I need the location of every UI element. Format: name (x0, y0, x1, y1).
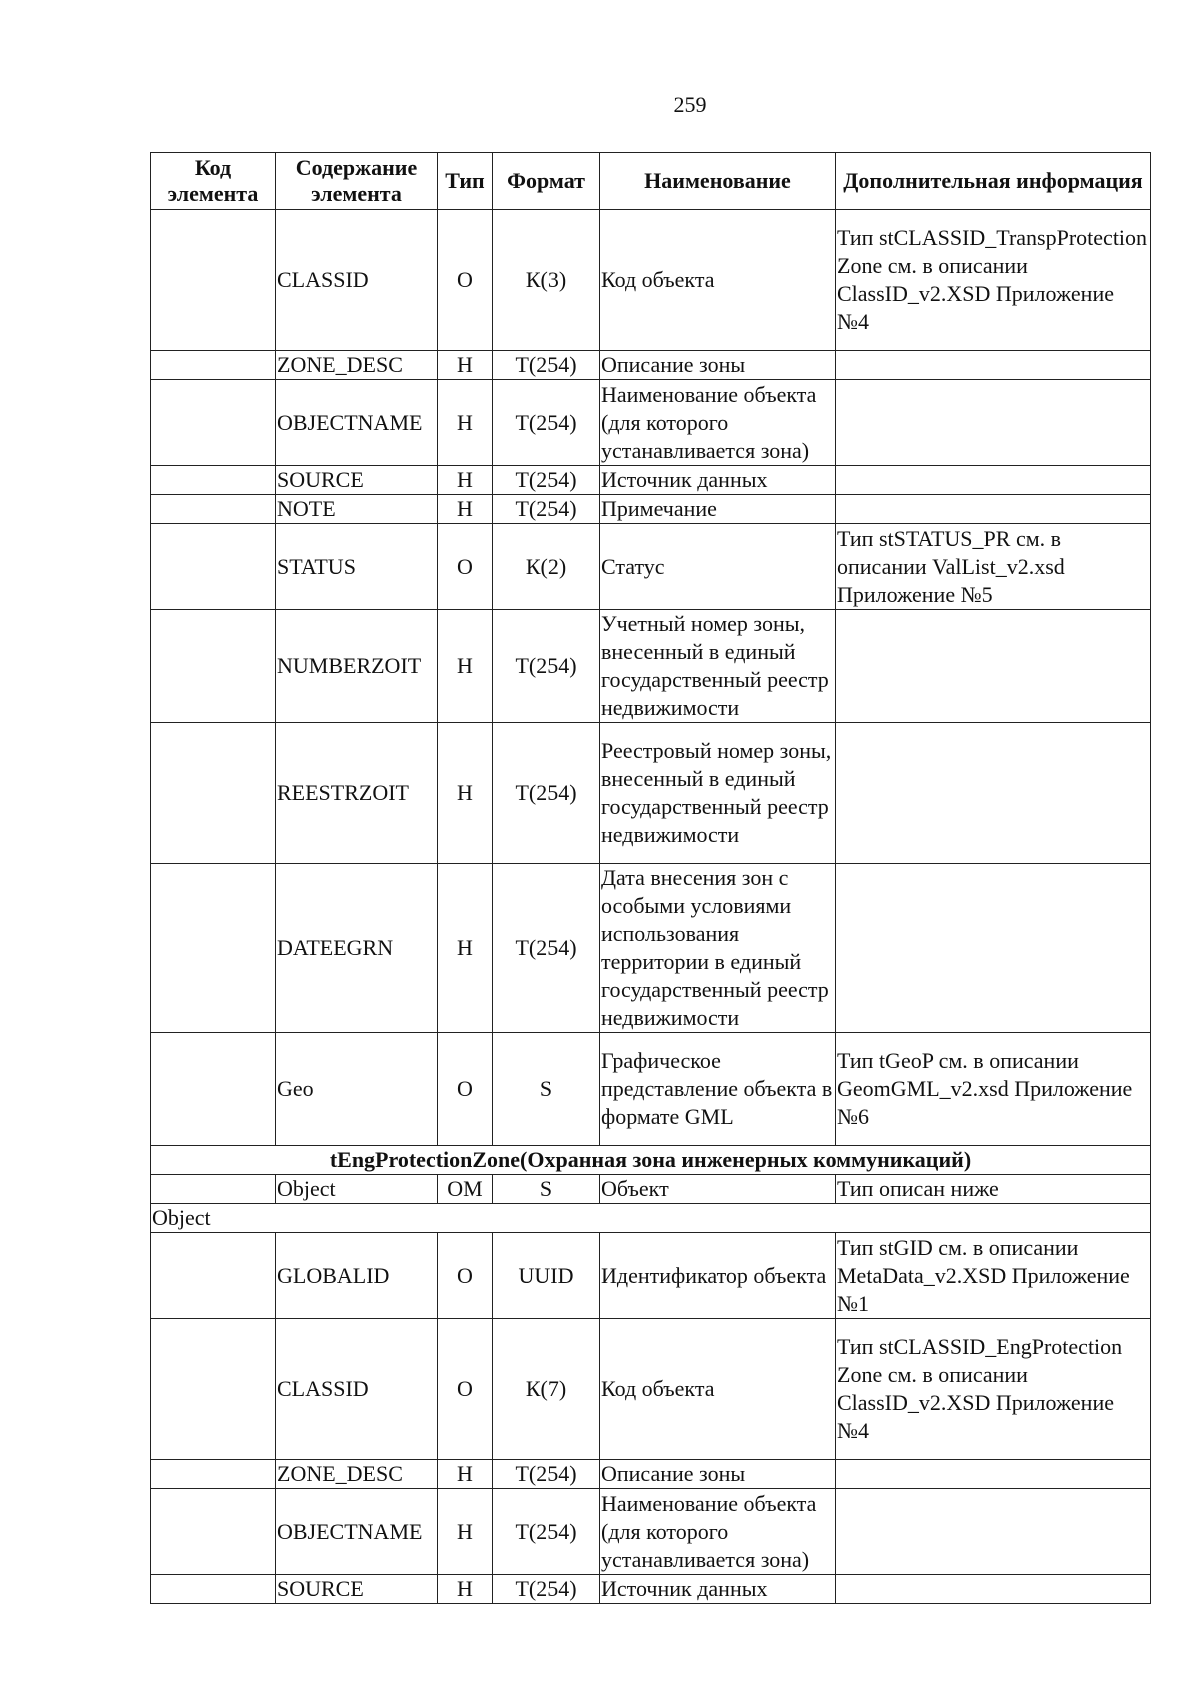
table-row (151, 864, 1151, 1033)
code-cell (151, 864, 276, 1033)
table-row (151, 1233, 1151, 1319)
element-cell: Object (276, 1175, 438, 1204)
header-content: Содержание элемента (276, 153, 438, 210)
code-cell (151, 1319, 276, 1460)
name-cell: Примечание (600, 495, 836, 524)
type-cell: О (438, 1319, 493, 1460)
name-cell: Учетный номер зоны, внесенный в единый государственный реестр недвижимости (600, 610, 836, 723)
type-cell: Н (438, 1489, 493, 1575)
code-cell (151, 1489, 276, 1575)
table-row (151, 380, 1151, 466)
table-row (151, 610, 1151, 723)
info-cell (836, 495, 1151, 524)
table-row (151, 351, 1151, 380)
format-cell: К(2) (493, 524, 600, 610)
element-cell: CLASSID (276, 210, 438, 351)
element-cell: SOURCE (276, 466, 438, 495)
header-code: Код элемента (151, 153, 276, 210)
element-cell: REESTRZOIT (276, 723, 438, 864)
type-cell: О (438, 1033, 493, 1146)
type-cell: Н (438, 351, 493, 380)
code-cell (151, 1575, 276, 1604)
element-cell: ZONE_DESC (276, 1460, 438, 1489)
name-cell: Источник данных (600, 1575, 836, 1604)
info-cell: Тип описан ниже (836, 1175, 1151, 1204)
table-row (151, 210, 1151, 351)
table-row (151, 1319, 1151, 1460)
element-cell: CLASSID (276, 1319, 438, 1460)
name-cell: Наименование объекта (для которого устанавливается зона) (600, 380, 836, 466)
name-cell: Статус (600, 524, 836, 610)
info-cell: Тип stCLASSID_EngProtection Zone см. в описании ClassID_v2.XSD Приложение №4 (836, 1319, 1151, 1460)
name-cell: Описание зоны (600, 1460, 836, 1489)
name-cell: Наименование объекта (для которого устанавливается зона) (600, 1489, 836, 1575)
format-cell: Т(254) (493, 723, 600, 864)
format-cell: Т(254) (493, 380, 600, 466)
group-label-row (151, 1204, 1151, 1233)
type-cell: Н (438, 723, 493, 864)
code-cell (151, 466, 276, 495)
table-row (151, 524, 1151, 610)
name-cell: Описание зоны (600, 351, 836, 380)
format-cell: Т(254) (493, 864, 600, 1033)
element-cell: SOURCE (276, 1575, 438, 1604)
type-cell: Н (438, 1575, 493, 1604)
type-cell: О (438, 524, 493, 610)
table-row (151, 495, 1151, 524)
code-cell (151, 495, 276, 524)
format-cell: Т(254) (493, 1575, 600, 1604)
table-body-a (151, 210, 1151, 1604)
spec-table (150, 152, 1151, 1604)
element-cell: GLOBALID (276, 1233, 438, 1319)
element-cell: NOTE (276, 495, 438, 524)
type-cell: О (438, 210, 493, 351)
header-name: Наименование (600, 153, 836, 210)
type-cell: ОМ (438, 1175, 493, 1204)
element-cell: OBJECTNAME (276, 380, 438, 466)
element-cell: DATEEGRN (276, 864, 438, 1033)
table-row (151, 723, 1151, 864)
code-cell (151, 1233, 276, 1319)
table-row (151, 1460, 1151, 1489)
name-cell: Источник данных (600, 466, 836, 495)
code-cell (151, 1460, 276, 1489)
page-number: 259 (673, 92, 707, 117)
name-cell: Идентификатор объекта (600, 1233, 836, 1319)
name-cell: Реестровый номер зоны, внесенный в единый государственный реестр недвижимости (600, 723, 836, 864)
format-cell: Т(254) (493, 466, 600, 495)
table-row (151, 466, 1151, 495)
type-cell: О (438, 1233, 493, 1319)
name-cell: Графическое представление объекта в формате GML (600, 1033, 836, 1146)
format-cell: Т(254) (493, 1460, 600, 1489)
table-row (151, 1175, 1151, 1204)
info-cell (836, 723, 1151, 864)
info-cell (836, 1460, 1151, 1489)
info-cell (836, 864, 1151, 1033)
type-cell: Н (438, 610, 493, 723)
type-cell: Н (438, 380, 493, 466)
section-title-row (151, 1146, 1151, 1175)
format-cell: UUID (493, 1233, 600, 1319)
element-cell: STATUS (276, 524, 438, 610)
type-cell: Н (438, 466, 493, 495)
code-cell (151, 610, 276, 723)
element-cell: OBJECTNAME (276, 1489, 438, 1575)
type-cell: Н (438, 1460, 493, 1489)
format-cell: Т(254) (493, 495, 600, 524)
element-cell: ZONE_DESC (276, 351, 438, 380)
info-cell (836, 351, 1151, 380)
code-cell (151, 380, 276, 466)
code-cell (151, 1175, 276, 1204)
header-format: Формат (493, 153, 600, 210)
name-cell: Код объекта (600, 210, 836, 351)
code-cell (151, 1033, 276, 1146)
element-cell: Geo (276, 1033, 438, 1146)
table-row (151, 1575, 1151, 1604)
element-cell: NUMBERZOIT (276, 610, 438, 723)
group-label: Object (151, 1204, 1151, 1233)
info-cell: Тип stGID см. в описании MetaData_v2.XSD Приложение №1 (836, 1233, 1151, 1319)
name-cell: Объект (600, 1175, 836, 1204)
info-cell (836, 466, 1151, 495)
code-cell (151, 351, 276, 380)
format-cell: Т(254) (493, 610, 600, 723)
header-row (151, 153, 1151, 210)
format-cell: К(7) (493, 1319, 600, 1460)
format-cell: Т(254) (493, 351, 600, 380)
format-cell: S (493, 1175, 600, 1204)
name-cell: Дата внесения зон с особыми условиями использования территории в единый государственный реестр недвижимости (600, 864, 836, 1033)
info-cell (836, 1489, 1151, 1575)
format-cell: S (493, 1033, 600, 1146)
type-cell: Н (438, 864, 493, 1033)
table-row (151, 1033, 1151, 1146)
info-cell (836, 380, 1151, 466)
code-cell (151, 723, 276, 864)
code-cell (151, 210, 276, 351)
section-title: tEngProtectionZone(Охранная зона инженерных коммуникаций) (151, 1146, 1151, 1175)
format-cell: Т(254) (493, 1489, 600, 1575)
info-cell: Тип stSTATUS_PR см. в описании ValList_v2.xsd Приложение №5 (836, 524, 1151, 610)
type-cell: Н (438, 495, 493, 524)
info-cell (836, 610, 1151, 723)
info-cell (836, 1575, 1151, 1604)
code-cell (151, 524, 276, 610)
header-info: Дополнительная информация (836, 153, 1151, 210)
table-row (151, 1489, 1151, 1575)
header-type: Тип (438, 153, 493, 210)
info-cell: Тип tGeoP см. в описании GeomGML_v2.xsd Приложение №6 (836, 1033, 1151, 1146)
info-cell: Тип stCLASSID_TranspProtection Zone см. в описании ClassID_v2.XSD Приложение №4 (836, 210, 1151, 351)
format-cell: К(3) (493, 210, 600, 351)
name-cell: Код объекта (600, 1319, 836, 1460)
